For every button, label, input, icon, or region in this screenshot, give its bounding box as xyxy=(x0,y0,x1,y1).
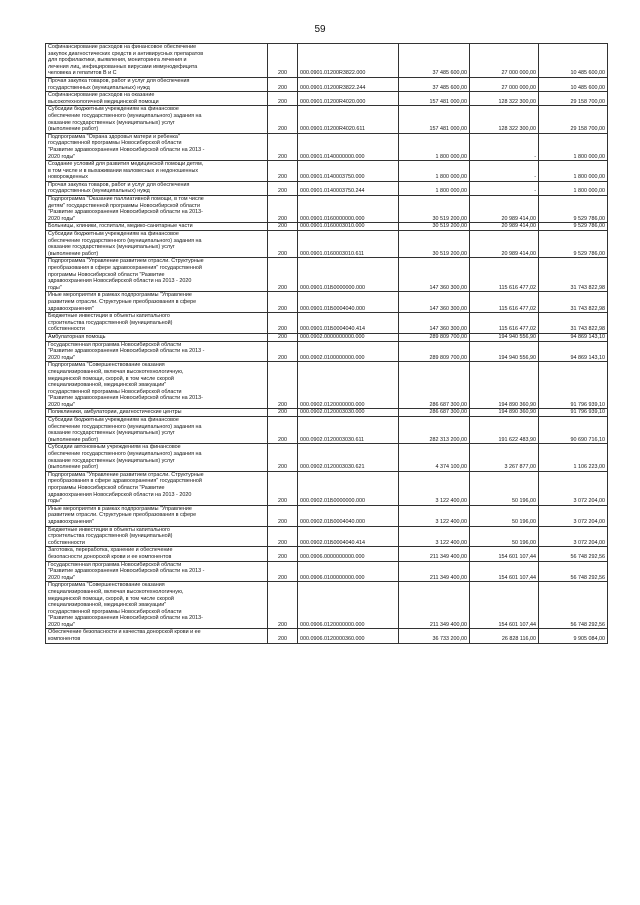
row-code-cell: 200 xyxy=(268,341,298,362)
row-code-cell: 200 xyxy=(268,161,298,182)
row-amount-remaining-cell: 56 748 292,56 xyxy=(539,561,608,582)
table-row xyxy=(46,341,608,362)
row-amount-remaining-cell: 56 748 292,56 xyxy=(539,547,608,561)
row-amount-executed-cell: 128 322 300,00 xyxy=(470,106,539,133)
row-name-cell: Заготовка, переработка, хранение и обеспечение безопасности донорской крови и ее компонентов xyxy=(46,547,268,561)
row-amount-remaining-cell: 9 529 786,00 xyxy=(539,196,608,223)
row-amount-executed-cell: 194 940 556,90 xyxy=(470,341,539,362)
row-csr-code-cell: 000.0901.01Б0000000.000 xyxy=(298,258,399,292)
row-code-cell: 200 xyxy=(268,409,298,417)
row-name-cell: Подпрограмма "Совершенствование оказания специализированной, включая высокотехнологичную, медицинской помощи, скорой, в том числе скорой специализированной, медицинской эвакуации" государственной программы Новосибирской области "Развитие здравоохранения Новосибирской области на 2013- 2020 годы" xyxy=(46,582,268,629)
row-code-cell: 200 xyxy=(268,106,298,133)
row-amount-remaining-cell: 1 800 000,00 xyxy=(539,133,608,160)
table-row xyxy=(46,92,608,106)
row-code-cell: 200 xyxy=(268,561,298,582)
row-amount-remaining-cell: 94 869 143,10 xyxy=(539,333,608,341)
row-code-cell: 200 xyxy=(268,44,298,78)
row-name-cell: Поликлиники, амбулатории, диагностические центры xyxy=(46,409,268,417)
row-csr-code-cell: 000.0901.0160003010.611 xyxy=(298,231,399,258)
table-row xyxy=(46,313,608,334)
row-amount-executed-cell: 194 890 360,90 xyxy=(470,409,539,417)
row-amount-executed-cell: 50 196,00 xyxy=(470,505,539,526)
row-name-cell: Прочая закупка товаров, работ и услуг для обеспечения государственных (муниципальных) нужд xyxy=(46,77,268,91)
page-number: 59 xyxy=(314,24,326,35)
table-row xyxy=(46,409,608,417)
row-amount-approved-cell: 30 519 200,00 xyxy=(399,196,470,223)
row-csr-code-cell: 000.0902.0100000000.000 xyxy=(298,341,399,362)
row-amount-approved-cell: 147 360 300,00 xyxy=(399,313,470,334)
row-amount-remaining-cell: 3 072 204,00 xyxy=(539,526,608,547)
row-amount-remaining-cell: 1 800 000,00 xyxy=(539,181,608,195)
row-csr-code-cell: 000.0902.0000000000.000 xyxy=(298,333,399,341)
row-name-cell: Обеспечение безопасности и качества донорской крови и ее компонентов xyxy=(46,629,268,643)
row-amount-approved-cell: 211 349 400,00 xyxy=(399,547,470,561)
row-amount-remaining-cell: 31 743 822,98 xyxy=(539,313,608,334)
row-name-cell: Софинансирование расходов на финансовое обеспечение закупок диагностических средств и антивирусных препаратов для профилактики, выявления, мониторинга лечения и лечения лиц, инфицированных вирусами иммунодефицита человека и гепатитов В и С xyxy=(46,44,268,78)
row-amount-approved-cell: 30 519 200,00 xyxy=(399,223,470,231)
table-row xyxy=(46,417,608,444)
row-amount-remaining-cell: 10 485 600,00 xyxy=(539,77,608,91)
row-amount-remaining-cell: 3 072 204,00 xyxy=(539,471,608,505)
row-amount-approved-cell: 1 800 000,00 xyxy=(399,133,470,160)
row-csr-code-cell: 000.0906.0000000000.000 xyxy=(298,547,399,561)
row-code-cell: 200 xyxy=(268,181,298,195)
table-row xyxy=(46,547,608,561)
row-code-cell: 200 xyxy=(268,471,298,505)
table-row xyxy=(46,629,608,643)
table-row xyxy=(46,133,608,160)
row-amount-approved-cell: 211 349 400,00 xyxy=(399,561,470,582)
row-csr-code-cell: 000.0902.0120000000.000 xyxy=(298,362,399,409)
row-amount-approved-cell: 147 360 300,00 xyxy=(399,292,470,313)
row-name-cell: Субсидии бюджетным учреждениям на финансовое обеспечение государственного (муниципального) задания на оказание государственных (муниципальных) услуг (выполнение работ) xyxy=(46,106,268,133)
row-name-cell: Амбулаторная помощь xyxy=(46,333,268,341)
row-code-cell: 200 xyxy=(268,231,298,258)
row-code-cell: 200 xyxy=(268,77,298,91)
budget-table xyxy=(45,43,608,644)
row-csr-code-cell: 000.0901.0160003010.000 xyxy=(298,223,399,231)
row-amount-executed-cell: 20 989 414,00 xyxy=(470,223,539,231)
row-amount-approved-cell: 3 122 400,00 xyxy=(399,505,470,526)
row-name-cell: Подпрограмма "Охрана здоровья матери и ребенка" государственной программы Новосибирской области "Развитие здравоохранения Новосибирской области на 2013 - 2020 годы" xyxy=(46,133,268,160)
row-csr-code-cell: 000.0901.0140003750.000 xyxy=(298,161,399,182)
row-amount-remaining-cell: 31 743 822,98 xyxy=(539,292,608,313)
row-amount-approved-cell: 30 519 200,00 xyxy=(399,231,470,258)
row-amount-remaining-cell: 1 800 000,00 xyxy=(539,161,608,182)
table-row xyxy=(46,582,608,629)
row-amount-executed-cell: 26 828 116,00 xyxy=(470,629,539,643)
row-csr-code-cell: 000.0901.01Б0004040.000 xyxy=(298,292,399,313)
row-name-cell: Государственная программа Новосибирской области "Развитие здравоохранения Новосибирской области на 2013 - 2020 годы" xyxy=(46,561,268,582)
row-amount-approved-cell: 37 485 600,00 xyxy=(399,44,470,78)
table-row xyxy=(46,362,608,409)
row-code-cell: 200 xyxy=(268,196,298,223)
row-amount-executed-cell: 27 000 000,00 xyxy=(470,77,539,91)
row-amount-executed-cell: 115 616 477,02 xyxy=(470,258,539,292)
row-amount-approved-cell: 289 809 700,00 xyxy=(399,333,470,341)
row-amount-remaining-cell: 56 748 292,56 xyxy=(539,582,608,629)
table-row xyxy=(46,505,608,526)
row-amount-executed-cell: 20 989 414,00 xyxy=(470,196,539,223)
row-csr-code-cell: 000.0901.01Б0004040.414 xyxy=(298,313,399,334)
row-amount-executed-cell: 128 322 300,00 xyxy=(470,92,539,106)
row-csr-code-cell: 000.0901.01200R4020.000 xyxy=(298,92,399,106)
row-name-cell: Подпрограмма "Управление развитием отрасли. Структурные преобразования в сфере здравоохранения" государственной программы Новосибирской области "Развитие здравоохранения Новосибирской области на 2013 - 2020 годы" xyxy=(46,471,268,505)
row-csr-code-cell: 000.0901.0160000000.000 xyxy=(298,196,399,223)
row-amount-executed-cell: 115 616 477,02 xyxy=(470,292,539,313)
row-amount-executed-cell: 20 989 414,00 xyxy=(470,231,539,258)
row-code-cell: 200 xyxy=(268,292,298,313)
table-row xyxy=(46,444,608,471)
row-amount-approved-cell: 3 122 400,00 xyxy=(399,526,470,547)
row-name-cell: Подпрограмма "Управление развитием отрасли. Структурные преобразования в сфере здравоохранения" государственной программы Новосибирской области "Развитие здравоохранения Новосибирской области на 2013 - 2020 годы" xyxy=(46,258,268,292)
row-amount-remaining-cell: 29 158 700,00 xyxy=(539,106,608,133)
row-name-cell: Подпрограмма "Оказание паллиативной помощи, в том числе детям" государственной программы Новосибирской области "Развитие здравоохранения Новосибирской области на 2013- 2020 годы" xyxy=(46,196,268,223)
row-name-cell: Софинансирование расходов на оказание высокотехнологичной медицинской помощи xyxy=(46,92,268,106)
row-amount-executed-cell: - xyxy=(470,133,539,160)
row-amount-executed-cell: 154 601 107,44 xyxy=(470,582,539,629)
row-code-cell: 200 xyxy=(268,333,298,341)
row-amount-executed-cell: 194 940 556,90 xyxy=(470,333,539,341)
row-name-cell: Государственная программа Новосибирской области "Развитие здравоохранения Новосибирской области на 2013 - 2020 годы" xyxy=(46,341,268,362)
row-amount-approved-cell: 211 349 400,00 xyxy=(399,582,470,629)
table-row xyxy=(46,292,608,313)
row-csr-code-cell: 000.0902.0120003030.000 xyxy=(298,409,399,417)
row-name-cell: Субсидии автономным учреждениям на финансовое обеспечение государственного (муниципального) задания на оказание государственных (муниципальных) услуг (выполнение работ) xyxy=(46,444,268,471)
row-amount-approved-cell: 157 481 000,00 xyxy=(399,106,470,133)
table-row xyxy=(46,526,608,547)
row-amount-remaining-cell: 9 529 786,00 xyxy=(539,231,608,258)
row-amount-remaining-cell: 10 485 600,00 xyxy=(539,44,608,78)
row-amount-executed-cell: 191 622 483,90 xyxy=(470,417,539,444)
row-amount-remaining-cell: 29 158 700,00 xyxy=(539,92,608,106)
row-amount-approved-cell: 289 809 700,00 xyxy=(399,341,470,362)
row-code-cell: 200 xyxy=(268,133,298,160)
row-amount-approved-cell: 282 313 200,00 xyxy=(399,417,470,444)
table-row xyxy=(46,223,608,231)
row-amount-executed-cell: 50 196,00 xyxy=(470,471,539,505)
table-row xyxy=(46,258,608,292)
row-name-cell: Субсидии бюджетным учреждениям на финансовое обеспечение государственного (муниципального) задания на оказание государственных (муниципальных) услуг (выполнение работ) xyxy=(46,231,268,258)
row-name-cell: Иные мероприятия в рамках подпрограммы "Управление развитием отрасли. Структурные преобразования в сфере здравоохранения" xyxy=(46,505,268,526)
row-csr-code-cell: 000.0906.0120000000.000 xyxy=(298,582,399,629)
row-name-cell: Бюджетные инвестиции в объекты капитального строительства государственной (муниципальной) собственности xyxy=(46,313,268,334)
row-code-cell: 200 xyxy=(268,417,298,444)
row-code-cell: 200 xyxy=(268,362,298,409)
row-name-cell: Бюджетные инвестиции в объекты капитального строительства государственной (муниципальной) собственности xyxy=(46,526,268,547)
row-name-cell: Создание условий для развития медицинской помощи детям, в том числе и в выхаживании маловесных и недоношенных новорожденных xyxy=(46,161,268,182)
row-amount-remaining-cell: 31 743 822,98 xyxy=(539,258,608,292)
row-name-cell: Иные мероприятия в рамках подпрограммы "Управление развитием отрасли. Структурные преобразования в сфере здравоохранения" xyxy=(46,292,268,313)
row-amount-executed-cell: 3 267 877,00 xyxy=(470,444,539,471)
row-csr-code-cell: 000.0902.0120003030.611 xyxy=(298,417,399,444)
row-name-cell: Субсидии бюджетным учреждениям на финансовое обеспечение государственного (муниципального) задания на оказание государственных (муниципальных) услуг (выполнение работ) xyxy=(46,417,268,444)
row-code-cell: 200 xyxy=(268,526,298,547)
row-csr-code-cell: 000.0906.0100000000.000 xyxy=(298,561,399,582)
row-amount-remaining-cell: 90 690 716,10 xyxy=(539,417,608,444)
table-row xyxy=(46,161,608,182)
table-row xyxy=(46,333,608,341)
row-amount-executed-cell: 154 601 107,44 xyxy=(470,561,539,582)
table-row xyxy=(46,196,608,223)
row-amount-approved-cell: 4 374 100,00 xyxy=(399,444,470,471)
row-csr-code-cell: 000.0901.01200R4020.611 xyxy=(298,106,399,133)
row-code-cell: 200 xyxy=(268,629,298,643)
row-amount-executed-cell: 115 616 477,02 xyxy=(470,313,539,334)
row-amount-executed-cell: 27 000 000,00 xyxy=(470,44,539,78)
row-csr-code-cell: 000.0902.01Б0000000.000 xyxy=(298,471,399,505)
row-code-cell: 200 xyxy=(268,505,298,526)
table-row xyxy=(46,44,608,78)
row-amount-approved-cell: 286 687 300,00 xyxy=(399,362,470,409)
row-csr-code-cell: 000.0901.0140000000.000 xyxy=(298,133,399,160)
row-csr-code-cell: 000.0902.01Б0004040.414 xyxy=(298,526,399,547)
row-csr-code-cell: 000.0901.01200R3822.000 xyxy=(298,44,399,78)
row-name-cell: Подпрограмма "Совершенствование оказания специализированной, включая высокотехнологичную, медицинской помощи, скорой, в том числе скорой специализированной, медицинской эвакуации" государственной программы Новосибирской области "Развитие здравоохранения Новосибирской области на 2013- 2020 годы" xyxy=(46,362,268,409)
row-amount-approved-cell: 1 800 000,00 xyxy=(399,161,470,182)
row-code-cell: 200 xyxy=(268,582,298,629)
row-amount-executed-cell: 154 601 107,44 xyxy=(470,547,539,561)
row-code-cell: 200 xyxy=(268,258,298,292)
table-row xyxy=(46,561,608,582)
row-amount-approved-cell: 36 733 200,00 xyxy=(399,629,470,643)
row-amount-remaining-cell: 91 796 939,10 xyxy=(539,409,608,417)
row-amount-remaining-cell: 94 869 143,10 xyxy=(539,341,608,362)
row-amount-remaining-cell: 3 072 204,00 xyxy=(539,505,608,526)
row-amount-remaining-cell: 9 529 786,00 xyxy=(539,223,608,231)
table-row xyxy=(46,181,608,195)
row-amount-executed-cell: 194 890 360,90 xyxy=(470,362,539,409)
table-row xyxy=(46,471,608,505)
row-amount-approved-cell: 1 800 000,00 xyxy=(399,181,470,195)
row-csr-code-cell: 000.0901.01200R3822.244 xyxy=(298,77,399,91)
row-name-cell: Прочая закупка товаров, работ и услуг для обеспечения государственных (муниципальных) нужд xyxy=(46,181,268,195)
row-code-cell: 200 xyxy=(268,223,298,231)
row-amount-remaining-cell: 91 796 939,10 xyxy=(539,362,608,409)
row-amount-approved-cell: 157 481 000,00 xyxy=(399,92,470,106)
table-row xyxy=(46,106,608,133)
row-csr-code-cell: 000.0906.0120000360.000 xyxy=(298,629,399,643)
row-amount-remaining-cell: 1 106 223,00 xyxy=(539,444,608,471)
table-row xyxy=(46,77,608,91)
row-code-cell: 200 xyxy=(268,444,298,471)
row-amount-approved-cell: 37 485 600,00 xyxy=(399,77,470,91)
row-csr-code-cell: 000.0902.0120003030.621 xyxy=(298,444,399,471)
row-amount-approved-cell: 3 122 400,00 xyxy=(399,471,470,505)
row-csr-code-cell: 000.0901.0140003750.244 xyxy=(298,181,399,195)
row-name-cell: Больницы, клиники, госпитали, медико-санитарные части xyxy=(46,223,268,231)
row-amount-remaining-cell: 9 905 084,00 xyxy=(539,629,608,643)
row-code-cell: 200 xyxy=(268,547,298,561)
row-amount-executed-cell: - xyxy=(470,181,539,195)
row-code-cell: 200 xyxy=(268,92,298,106)
row-code-cell: 200 xyxy=(268,313,298,334)
row-amount-approved-cell: 147 360 300,00 xyxy=(399,258,470,292)
row-amount-executed-cell: 50 196,00 xyxy=(470,526,539,547)
row-amount-executed-cell: - xyxy=(470,161,539,182)
row-csr-code-cell: 000.0902.01Б0004040.000 xyxy=(298,505,399,526)
table-row xyxy=(46,231,608,258)
row-amount-approved-cell: 286 687 300,00 xyxy=(399,409,470,417)
